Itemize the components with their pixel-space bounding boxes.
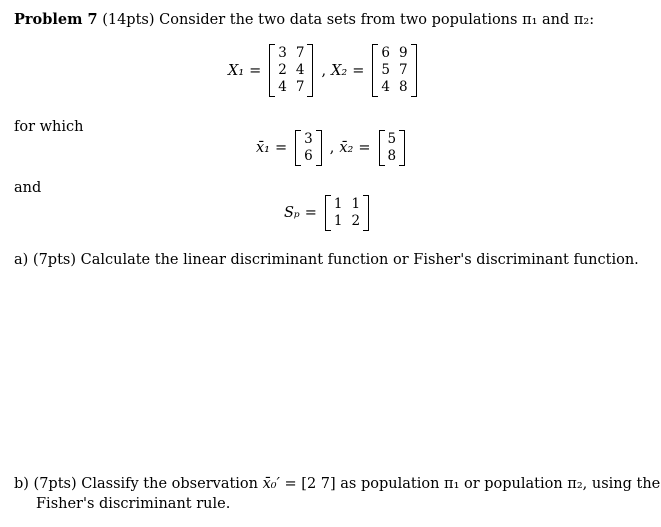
right-bracket	[363, 195, 369, 231]
xbar2-cell: 5	[387, 131, 397, 147]
xbar1-cell: 3	[304, 131, 313, 147]
x1-label: X₁	[228, 62, 245, 79]
x0-value: [2 7]	[301, 476, 336, 492]
comma: ,	[329, 140, 335, 156]
x2-cell: 6	[381, 45, 390, 61]
x1-matrix	[269, 44, 313, 97]
xbar2-label: x̄₂	[339, 140, 354, 156]
and-text: and	[14, 180, 42, 196]
xbar2-grid	[385, 130, 400, 166]
x1-cell: 7	[295, 45, 305, 61]
x2-cell: 5	[381, 62, 390, 78]
xbar2-vector	[379, 130, 406, 166]
part-b-suffix: as population π₁ or population π₂, using the	[340, 476, 661, 492]
sample-means	[256, 130, 408, 166]
problem-header	[14, 11, 594, 29]
x1-cell: 2	[278, 62, 287, 78]
problem-label: Problem 7	[14, 11, 98, 28]
right-bracket	[316, 130, 322, 166]
xbar1-grid	[301, 130, 316, 166]
x1-grid	[275, 44, 307, 97]
x2-label: X₂	[331, 62, 348, 79]
part-b-prefix: b) (7pts) Classify the observation	[14, 476, 259, 492]
sp-grid	[331, 195, 363, 231]
part-a-question: a) (7pts) Calculate the linear discriminant function or Fisher's discriminant function.	[14, 252, 639, 268]
sp-matrix	[325, 195, 369, 231]
part-b-line2: Fisher's discriminant rule.	[36, 496, 231, 512]
x2-cell: 7	[398, 62, 408, 78]
x1-cell: 4	[295, 62, 305, 78]
sp-label: Sₚ	[284, 205, 300, 221]
data-matrices	[228, 44, 420, 97]
x1-cell: 4	[278, 79, 287, 95]
right-bracket	[307, 44, 313, 97]
xbar1-cell: 6	[304, 148, 313, 164]
x2-grid	[378, 44, 410, 97]
part-b-question	[14, 475, 660, 493]
x2-cell: 9	[398, 45, 408, 61]
x2-cell: 8	[398, 79, 408, 95]
problem-points: (14pts)	[102, 12, 155, 28]
xbar1-label: x̄₁	[256, 140, 270, 156]
pooled-covariance	[284, 195, 372, 231]
equals-sign: =	[304, 205, 317, 221]
x2-cell: 4	[381, 79, 390, 95]
equals-sign: =	[284, 476, 302, 492]
equals-sign: =	[249, 62, 262, 79]
equals-sign: =	[358, 140, 371, 156]
x1-cell: 7	[295, 79, 305, 95]
for-which-text: for which	[14, 119, 84, 135]
equals-sign: =	[275, 140, 288, 156]
xbar1-vector	[295, 130, 322, 166]
sp-cell: 1	[333, 213, 343, 229]
sp-cell: 1	[333, 196, 343, 212]
x1-cell: 3	[278, 45, 287, 61]
right-bracket	[411, 44, 417, 97]
comma: ,	[321, 62, 327, 79]
problem-statement: Consider the two data sets from two populations π₁ and π₂:	[159, 12, 595, 28]
sp-cell: 1	[351, 196, 361, 212]
equals-sign: =	[352, 62, 365, 79]
x2-matrix	[372, 44, 416, 97]
right-bracket	[399, 130, 405, 166]
x0-label: x̄₀′	[262, 476, 280, 492]
sp-cell: 2	[351, 213, 361, 229]
xbar2-cell: 8	[387, 148, 397, 164]
